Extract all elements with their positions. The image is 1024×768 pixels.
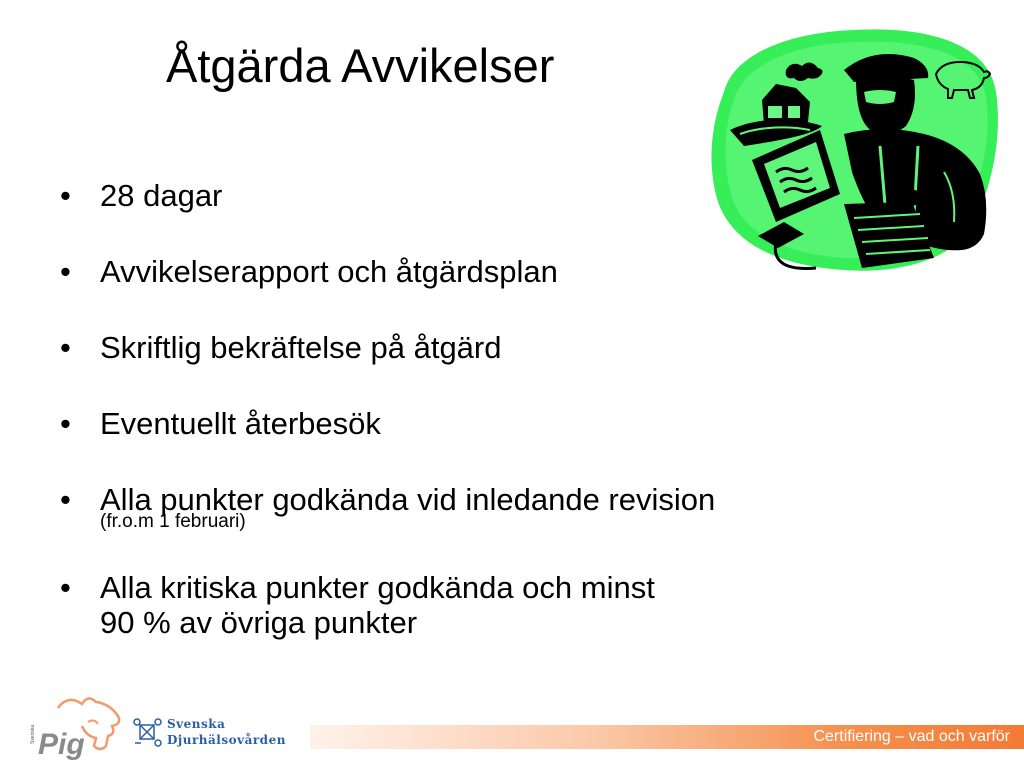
bullet-item: [60, 330, 900, 365]
sd-logo-icon: [133, 717, 163, 749]
svenska-djurhalsovarden-logo: [133, 715, 308, 753]
bullet-list: [60, 178, 900, 681]
swedish-pig-logo: [28, 694, 124, 760]
bullet-text: Skriftlig bekräftelse på åtgärd: [100, 330, 502, 365]
bullet-marker: •: [60, 254, 71, 289]
sd-logo-line1: Svenska: [167, 717, 226, 731]
pig-logo-word: Pig: [38, 728, 85, 760]
bullet-marker: •: [60, 570, 71, 605]
bullet-text: Alla kritiska punkter godkända och minst: [100, 570, 655, 605]
bullet-item: [60, 406, 900, 441]
slide-title: Åtgärda Avvikelser: [166, 39, 555, 92]
bullet-item: [60, 254, 900, 289]
bullet-text-line2: 90 % av övriga punkter: [100, 605, 418, 640]
bullet-marker: •: [60, 482, 71, 517]
bullet-marker: •: [60, 178, 71, 213]
bullet-item: [60, 482, 900, 532]
bullet-text: 28 dagar: [100, 178, 223, 213]
bullet-item: [60, 178, 900, 213]
bullet-marker: •: [60, 330, 71, 365]
bullet-item: [60, 570, 900, 640]
bullet-text: Eventuellt återbesök: [100, 406, 381, 441]
bullet-marker: •: [60, 406, 71, 441]
footer-text: Certifiering – vad och varför: [813, 728, 1010, 745]
bullet-note: (fr.o.m 1 februari): [100, 511, 246, 532]
sd-logo-line2: Djurhälsovården: [167, 733, 286, 747]
bullet-text: Avvikelserapport och åtgärdsplan: [100, 254, 558, 289]
pig-logo-prefix: Svenska: [30, 724, 36, 744]
footer-bar: [310, 725, 1024, 749]
bullet-text: Alla punkter godkända vid inledande revision: [100, 482, 716, 517]
